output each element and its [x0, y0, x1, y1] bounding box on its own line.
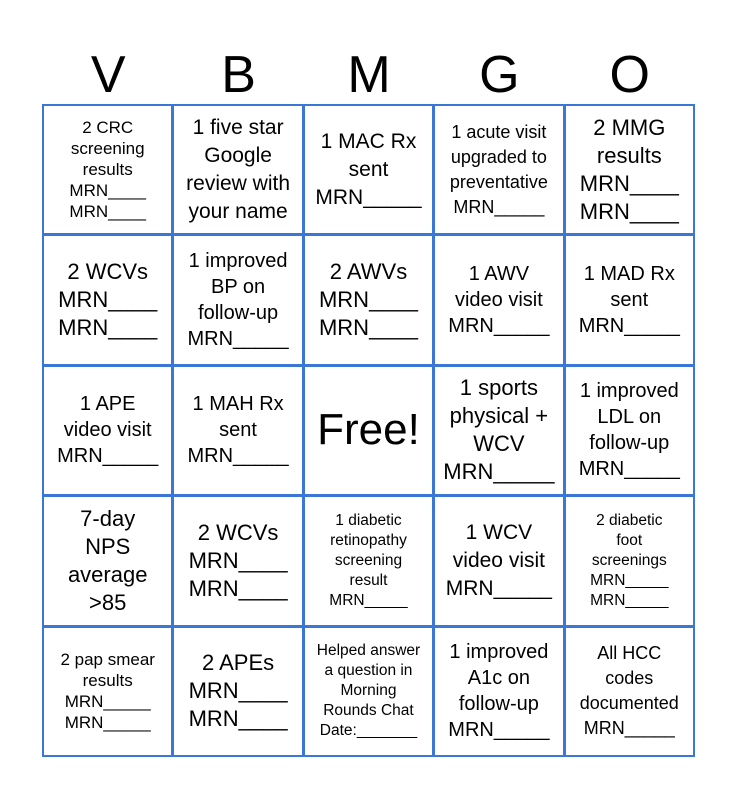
bingo-cell-r5-c4[interactable]: 1 improved A1c on follow-up MRN_____: [435, 628, 562, 755]
bingo-cell-r4-c2[interactable]: 2 WCVs MRN____ MRN____: [174, 497, 301, 624]
bingo-cell-r2-c3[interactable]: 2 AWVs MRN____ MRN____: [305, 236, 432, 363]
bingo-cell-r5-c5[interactable]: All HCC codes documented MRN_____: [566, 628, 693, 755]
bingo-header: [43, 44, 695, 106]
bingo-cell-r3-c2[interactable]: 1 MAH Rx sent MRN_____: [174, 367, 301, 494]
bingo-cell-r4-c5[interactable]: 2 diabetic foot screenings MRN_____ MRN_____: [566, 497, 693, 624]
header-letter-g: G: [479, 46, 520, 104]
free-space[interactable]: Free!: [305, 367, 432, 494]
bingo-cell-r1-c3[interactable]: 1 MAC Rx sent MRN_____: [305, 106, 432, 233]
header-letter-v: V: [90, 46, 126, 104]
bingo-cell-r2-c5[interactable]: 1 MAD Rx sent MRN_____: [566, 236, 693, 363]
bingo-cell-r1-c1[interactable]: 2 CRC screening results MRN____ MRN____: [44, 106, 171, 233]
bingo-cell-r4-c1[interactable]: 7-day NPS average >85: [44, 497, 171, 624]
bingo-cell-r3-c1[interactable]: 1 APE video visit MRN_____: [44, 367, 171, 494]
bingo-cell-r5-c1[interactable]: 2 pap smear results MRN_____ MRN_____: [44, 628, 171, 755]
header-letter-m: M: [347, 46, 391, 104]
bingo-cell-r2-c2[interactable]: 1 improved BP on follow-up MRN_____: [174, 236, 301, 363]
bingo-cell-r3-c4[interactable]: 1 sports physical + WCV MRN_____: [435, 367, 562, 494]
bingo-board: [42, 104, 695, 757]
bingo-cell-r3-c5[interactable]: 1 improved LDL on follow-up MRN_____: [566, 367, 693, 494]
bingo-cell-r1-c5[interactable]: 2 MMG results MRN____ MRN____: [566, 106, 693, 233]
header-letter-o: O: [609, 46, 650, 104]
bingo-cell-r1-c2[interactable]: 1 five star Google review with your name: [174, 106, 301, 233]
bingo-cell-r2-c4[interactable]: 1 AWV video visit MRN_____: [435, 236, 562, 363]
header-letter-b: B: [221, 46, 256, 104]
bingo-cell-r4-c4[interactable]: 1 WCV video visit MRN_____: [435, 497, 562, 624]
bingo-cell-r1-c4[interactable]: 1 acute visit upgraded to preventative MRN_____: [435, 106, 562, 233]
bingo-cell-r4-c3[interactable]: 1 diabetic retinopathy screening result MRN_____: [305, 497, 432, 624]
bingo-cell-r5-c2[interactable]: 2 APEs MRN____ MRN____: [174, 628, 301, 755]
bingo-cell-r2-c1[interactable]: 2 WCVs MRN____ MRN____: [44, 236, 171, 363]
bingo-cell-r5-c3[interactable]: Helped answer a question in Morning Rounds Chat Date:_______: [305, 628, 432, 755]
